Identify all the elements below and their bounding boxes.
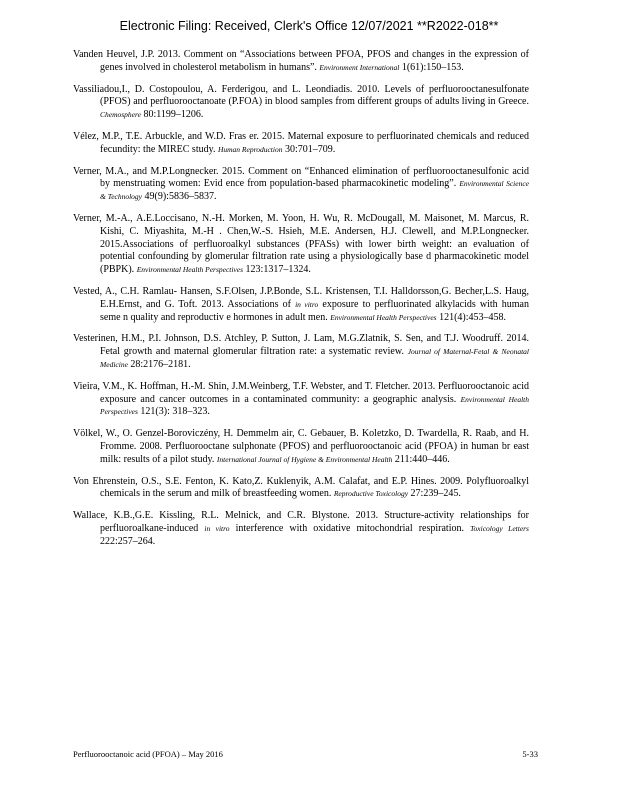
reference-entry [73,428,529,466]
reference-entry [73,381,529,419]
ref-text: Wallace, K.B.,G.E. Kissling, R.L. Melnick, and C.R. Blystone. 2013. Structure-activity relationships for perfluoroalkane-induced [73,510,529,534]
ref-journal: Toxicology Letters [470,523,529,533]
ref-text: Von Ehrenstein, O.S., S.E. Fenton, K. Kato,Z. Kuklenyik, A.M. Calafat, and E.P. Hines. 2009. Polyfluoroalkyl chemicals in the serum and milk of breastfeeding women. [73,475,529,500]
ref-citation: 30:701–709. [282,143,336,155]
reference-entry [73,49,529,75]
reference-entry [73,333,529,371]
ref-journal: Chemosphere [100,110,141,120]
ref-journal: Human Reproduction [217,144,283,154]
ref-journal: Reproductive Toxicology [333,489,409,499]
reference-entry [73,213,529,277]
ref-term: in vitro [204,523,230,533]
ref-journal: Environment International [319,62,400,72]
ref-text: exposure to perfluorinated alkylacids with human seme n quality and reproductiv e hormones in adult men. [100,298,529,323]
ref-citation: 28:2176–2181. [127,358,191,370]
filing-header: Electronic Filing: Received, Clerk's Office 12/07/2021 **R2022-018** [119,19,499,33]
reference-entry [73,510,529,548]
ref-journal: Journal of Maternal-Fetal & Neonatal Medicine [100,347,529,369]
reference-list [73,49,529,558]
ref-term: in vitro [295,299,319,309]
ref-citation: 123:1317–1324. [243,264,311,276]
ref-journal: Environmental Science & Technology [100,179,529,202]
ref-citation: 222:257–264. [100,535,156,547]
reference-entry [73,286,529,324]
reference-entry [73,84,529,122]
ref-text: Völkel, W., O. Genzel-Boroviczény, H. Demmelm air, C. Gebauer, B. Koletzko, D. Twardella, R. Raab, and H. Fromme. 2008. Perfluorooctane sulphonate (PFOS) and perfluorooctanoic acid (PFOA) in human br east milk: results of a pilot study. [73,428,529,465]
ref-journal: International Journal of Hygiene & Environmental Health [216,454,393,464]
reference-entry [73,166,529,204]
ref-text: Verner, M.-A., A.E.Loccisano, N.-H. Morken, M. Yoon, H. Wu, R. McDougall, M. Maisonet, M. Marcus, R. Kishi, C. Miyashita, M.-H . Chen,W.-S. Hsieh, M.E. Andersen, H.J. Clewell, and M.P.Longnecker. 2015.Associations of perfluoroalkyl substances (PFASs) with lower birth weight: an evaluation of potential confounding by glomerular filtration rate using a physiologically base d pharmacokinetic model (PBPK). [73,212,529,276]
ref-text: Vélez, M.P., T.E. Arbuckle, and W.D. Fras er. 2015. Maternal exposure to perfluorinated chemicals and reduced fecundity: the MIREC study. [73,130,529,155]
ref-citation: 211:440–446. [392,453,450,465]
ref-text: Vanden Heuvel, J.P. 2013. Comment on “Associations between PFOA, PFOS and changes in the expression of genes involved in cholesterol metabolism in humans”. [73,49,529,73]
reference-entry [73,131,529,157]
reference-entry [73,476,529,502]
ref-journal: Environmental Health Perspectives [136,265,244,275]
ref-citation: 49(9):5836–5837. [142,191,217,203]
ref-text: Vieira, V.M., K. Hoffman, H.-M. Shin, J.M.Weinberg, T.F. Webster, and T. Fletcher. 2013. Perfluorooctanoic acid exposure and cancer outcomes in a contaminated community: a geographic analysis. [73,380,529,405]
ref-text: Verner, M.A., and M.P.Longnecker. 2015. Comment on “Enhanced elimination of perfluorooctanesulfonic acid by menstruating women: Evid ence from population-based pharmacokinetic modeling”. [73,165,529,190]
ref-citation: 27:239–245. [408,488,461,500]
page-footer [73,749,538,759]
ref-citation: 80:1199–1206. [140,109,204,121]
ref-text: Vested, A., C.H. Ramlau- Hansen, S.F.Olsen, J.P.Bonde, S.L. Kristensen, T.I. Halldorsson,G. Becher,L.S. Haug, E.H.Ernst, and G. Toft. 2013. Associations of [73,285,529,310]
page-number: 5-33 [522,749,538,759]
ref-journal: Environmental Health Perspectives [330,312,437,322]
footer-title: Perfluorooctanoic acid (PFOA) – May 2016 [73,749,223,759]
ref-citation: 121(3): 318–323. [137,406,210,418]
ref-citation: 121(4):453–458. [436,311,507,323]
ref-journal: Environmental Health Perspectives [100,394,529,417]
ref-text: interference with oxidative mitochondrial respiration. [229,522,471,534]
ref-citation: 1(61):150–153. [399,61,464,73]
ref-text: Vassiliadou,I., D. Costopoulou, A. Ferderigou, and L. Leondiadis. 2010. Levels of perfluorooctanesulfonate (PFOS) and perfluorooctanoate (P.FOA) in blood samples from different groups of adults living in Greece. [73,83,529,108]
ref-text: Vesterinen, H.M., P.I. Johnson, D.S. Atchley, P. Sutton, J. Lam, M.G.Zlatnik, S. Sen, and T.J. Woodruff. 2014. Fetal growth and maternal glomerular filtration rate: a systematic review. [73,333,529,358]
